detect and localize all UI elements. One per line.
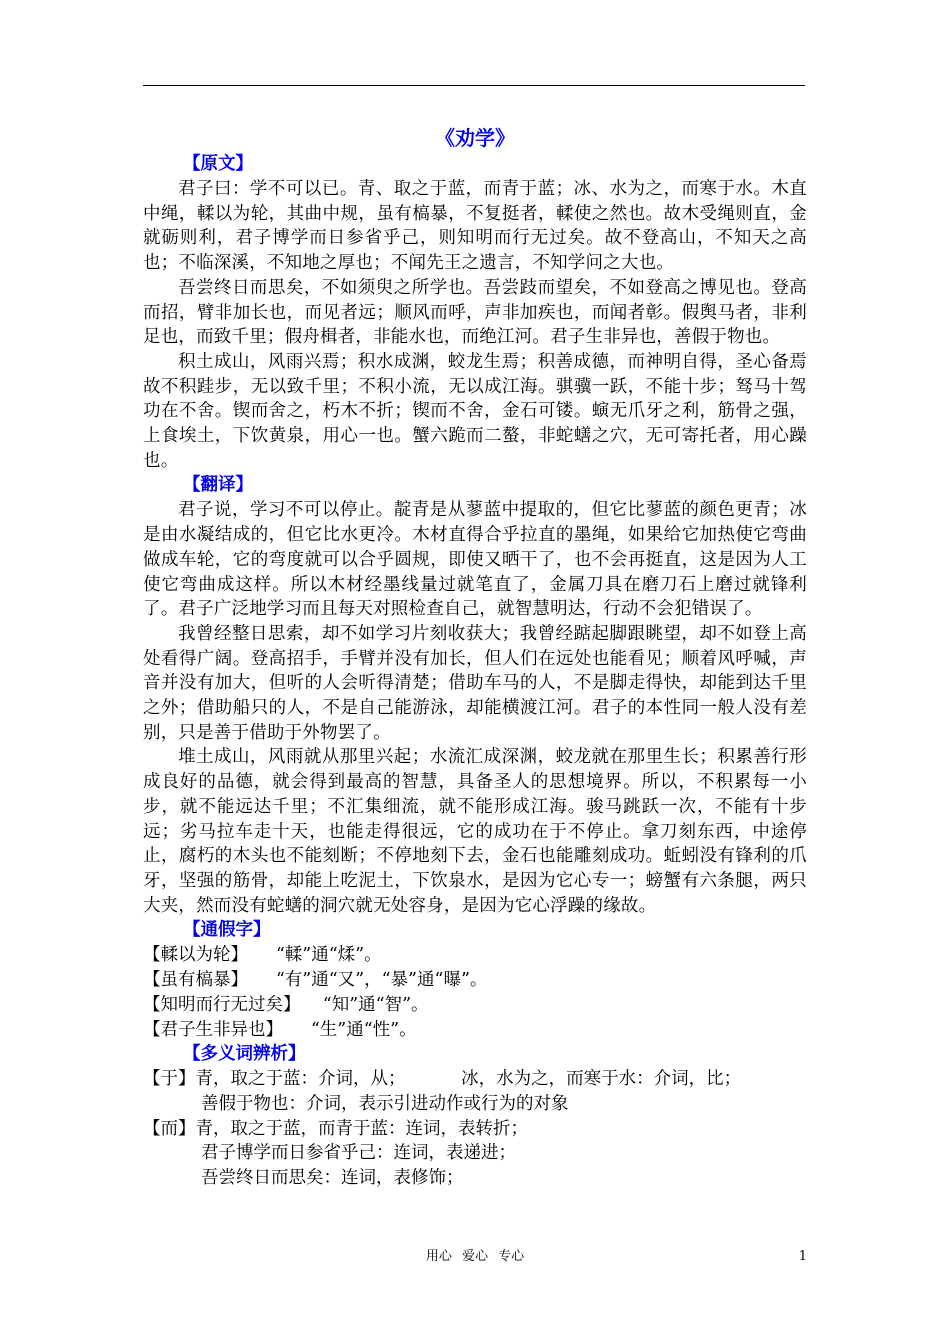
- tongjiazi-item: 【虽有槁暴】 “有”通“又”，“暴”通“曝”。: [143, 970, 488, 991]
- tongjiazi-item: 【知明而行无过矣】 “知”通“智”。: [143, 994, 429, 1015]
- duoyi-line: 善假于物也：介词，表示引进动作或行为的对象: [201, 1093, 569, 1114]
- duoyi-line: 吾尝终日而思矣：连词，表修饰；: [201, 1168, 464, 1189]
- section-heading-translation: 【翻译】: [183, 475, 253, 496]
- original-paragraph: 吾尝终日而思矣，不如须臾之所学也。吾尝跂而望矣，不如登高之博见也。登高而招，臂非加长也，而见者远；顺风而呼，声非加疾也，而闻者彰。假舆马者，非利足也，而致千里；假舟楫者，非能水也，而绝江河。君子生非异也，善假于物也。: [143, 277, 807, 348]
- section-heading-original: 【原文】: [183, 154, 253, 174]
- original-paragraph: 君子曰：学不可以已。青、取之于蓝，而青于蓝；冰、水为之，而寒于水。木直中绳，輮以为轮，其曲中规，虽有槁暴，不复挺者，輮使之然也。故木受绳则直，金就砺则利，君子博学而日参省乎己，则知明而行无过矣。故不登高山，不知天之高也；不临深溪，不知地之厚也；不闻先王之遗言，不知学问之大也。: [143, 179, 807, 274]
- duoyi-line: 【于】青，取之于蓝：介词，从； 冰，水为之，而寒于水：介词，比；: [143, 1069, 742, 1090]
- translation-paragraph: 堆土成山，风雨就从那里兴起；水流汇成深渊，蛟龙就在那里生长；积累善行形成良好的品德，就会得到最高的智慧，具备圣人的思想境界。所以，不积累每一小步，就不能远达千里；不汇集细流，就不能形成江海。骏马跳跃一次，不能有十步远；劣马拉车走十天，也能走得很远，它的成功在于不停止。拿刀刻东西，中途停止，腐朽的木头也不能刻断；不停地刻下去，金石也能雕刻成功。蚯蚓没有锋利的爪牙，坚强的筋骨，却能上吃泥土，下饮泉水，是因为它心专一；螃蟹有六条腿，两只大夹，然而没有蛇蟮的洞穴就无处容身，是因为它心浮躁的缘故。: [143, 747, 807, 916]
- page-footer-text: 用心 爱心 专心: [425, 1249, 525, 1264]
- header-rule: [143, 85, 805, 86]
- duoyi-line: 君子博学而日参省乎己：连词，表递进；: [201, 1143, 516, 1164]
- document-body: [143, 124, 807, 1191]
- tongjiazi-item: 【君子生非异也】 “生”通“性”。: [143, 1019, 417, 1040]
- original-paragraph: 积土成山，风雨兴焉；积水成渊，蛟龙生焉；积善成德，而神明自得，圣心备焉故不积跬步，无以致千里；不积小流，无以成江海。骐骥一跃，不能十步；驽马十驾功在不舍。锲而舍之，朽木不折；锲而不舍，金石可镂。螾无爪牙之利，筋骨之强，上食埃土，下饮黄泉，用心一也。蟹六跪而二螯，非蛇蟮之穴，无可寄托者，用心躁也。: [143, 351, 807, 471]
- duoyi-line: 【而】青，取之于蓝，而青于蓝：连词，表转折；: [143, 1118, 528, 1139]
- translation-paragraph: 君子说，学习不可以停止。靛青是从蓼蓝中提取的，但它比蓼蓝的颜色更青；冰是由水凝结成的，但它比水更冷。木材直得合乎拉直的墨绳，如果给它加热使它弯曲做成车轮，它的弯度就可以合乎圆规，即使又晒干了，也不会再挺直，这是因为人工使它弯曲成这样。所以木材经墨线量过就笔直了，金属刀具在磨刀石上磨过就锋利了。君子广泛地学习而且每天对照检查自己，就智慧明达，行动不会犯错误了。: [143, 500, 807, 620]
- document-title: 《劝学》: [435, 126, 515, 150]
- section-heading-duoyi: 【多义词辨析】: [183, 1044, 306, 1065]
- section-heading-tongjiazi: 【通假字】: [183, 920, 271, 941]
- tongjiazi-item: 【輮以为轮】 “輮”通“煣”。: [143, 945, 382, 966]
- translation-paragraph: 我曾经整日思索，却不如学习片刻收获大；我曾经踮起脚跟眺望，却不如登上高处看得广阔。登高招手，手臂并没有加长，但人们在远处也能看见；顺着风呼喊，声音并没有加大，但听的人会听得清楚；借助车马的人，不是脚走得快，却能到达千里之外；借助船只的人，不是自己能游泳，却能横渡江河。君子的本性同一般人没有差别，只是善于借助于外物罢了。: [143, 623, 807, 743]
- page-number: 1: [798, 1249, 807, 1264]
